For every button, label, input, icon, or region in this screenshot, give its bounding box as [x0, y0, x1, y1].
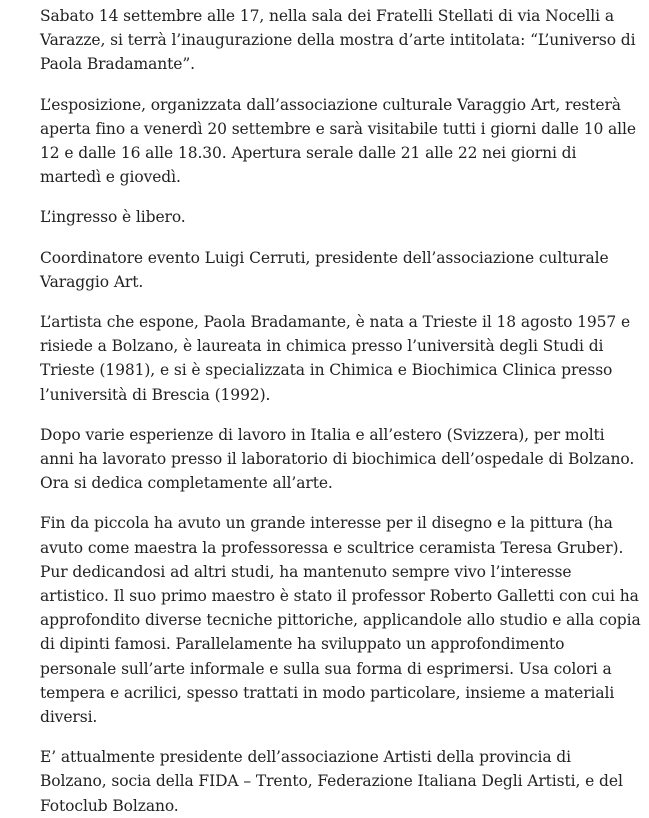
paragraph-free-entry: L’ingresso è libero. [40, 208, 186, 227]
paragraph-exhibition-hours: L’esposizione, organizzata dall’associazione culturale Varaggio Art, resterà aperta fino a venerdì 20 settembre e sarà visitabile tutti i giorni dalle 10 alle 12 e dalle 16 alle 18.30. Apertura serale dalle 21 alle 22 nei giorni di martedì e giovedì. [40, 95, 636, 187]
paragraph-current-roles: E’ attualmente presidente dell’associazione Artisti della provincia di Bolzano, socia della FIDA – Trento, Federazione Italiana Degli Artisti, e del Fotoclub Bolzano. [40, 748, 623, 815]
paragraph-work-experience: Dopo varie esperienze di lavoro in Italia e all’estero (Svizzera), per molti anni ha lavorato presso il laboratorio di biochimica dell’ospedale di Bolzano. Ora si dedica completamente all’arte. [40, 425, 635, 493]
paragraph-coordinator: Coordinatore evento Luigi Cerruti, presidente dell’associazione culturale Varaggio Art. [40, 248, 609, 291]
paragraph-artist-bio: L’artista che espone, Paola Bradamante, è nata a Trieste il 18 agosto 1957 e risiede a Bolzano, è laureata in chimica presso l’università degli Studi di Trieste (1981), e si è specializzata in Chimica e Biochimica Clinica presso l’università di Brescia (1992). [40, 313, 631, 404]
paragraph-artistic-interest: Fin da piccola ha avuto un grande interesse per il disegno e la pittura (ha avuto come maestra la professoressa e scultrice ceramista Teresa Gruber). Pur dedicandosi ad altri studi, ha mantenuto sempre vivo l’interesse artistico. Il suo primo maestro è stato il professor Roberto Galletti con cui ha approfondito diverse tecniche pittoriche, applicandole allo studio e alla copia di dipinti famosi. Parallelamente ha sviluppato un approfondimento personale sull’arte informale e sulla sua forma di esprimersi. Usa colori a tempera e acrilici, spesso trattati in modo particolare, insieme a materiali diversi. [40, 514, 641, 727]
paragraph-inauguration: Sabato 14 settembre alle 17, nella sala dei Fratelli Stellati di via Nocelli a Varazze, si terrà l’inaugurazione della mostra d’arte intitolata: “L’universo di Paola Bradamante”. [40, 7, 636, 74]
